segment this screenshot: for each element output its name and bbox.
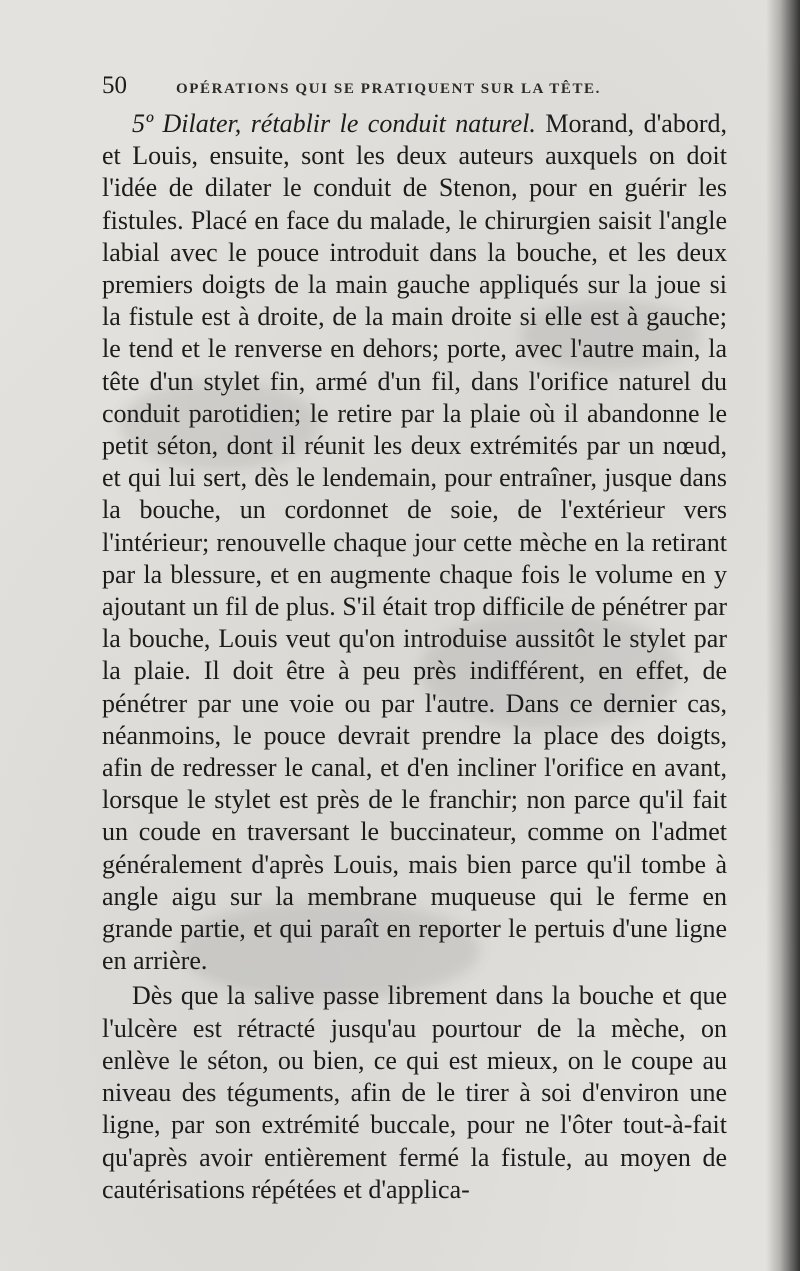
page-binding-shadow bbox=[766, 0, 800, 1271]
paragraph-text: Morand, d'abord, et Louis, ensuite, sont les deux auteurs auxquels on doit l'idée de dilater le conduit de Stenon, pour en guérir les fistules. Placé en face du malade, le chirurgien saisit l'angle labial avec le pouce introduit dans la bouche, et les deux premiers doigts de la main gauche appliqués sur la joue si la fistule est à droite, de la main droite si elle est à gauche; le tend et le renverse en dehors; porte, avec l'autre main, la tête d'un stylet fin, armé d'un fil, dans l'orifice naturel du conduit parotidien; le retire par la plaie où il abandonne le petit séton, dont il réunit les deux extrémités par un nœud, et qui lui sert, dès le lendemain, pour entraîner, jusque dans la bouche, un cordonnet de soie, de l'extérieur vers l'intérieur; renouvelle chaque jour cette mèche en la retirant par la blessure, et en augmente chaque fois le volume en y ajoutant un fil de plus. S'il était trop difficile de pénétrer par la bouche, Louis veut qu'on introduise aussitôt le stylet par la plaie. Il doit être à peu près indifférent, en effet, de pénétrer par une voie ou par l'autre. Dans ce dernier cas, néanmoins, le pouce devrait prendre la place des doigts, afin de redresser le canal, et d'en incliner l'orifice en avant, lorsque le stylet est près de le franchir; non parce qu'il fait un coude en traversant le buccinateur, comme on l'admet généralement d'après Louis, mais bien parce qu'il tombe à angle aigu sur la membrane muqueuse qui le ferme en grande partie, et qui paraît en reporter le pertuis d'une ligne en arrière. bbox=[102, 109, 727, 976]
paragraph bbox=[102, 108, 727, 977]
body-text bbox=[102, 108, 727, 1206]
paragraph-text: Dès que la salive passe librement dans la bouche et que l'ulcère est rétracté jusqu'au pourtour de la mèche, on enlève le séton, ou bien, ce qui est mieux, on le coupe au niveau des téguments, afin de le tirer à soi d'environ une ligne, par son extrémité buccale, pour ne l'ôter tout-à-fait qu'après avoir entièrement fermé la fistule, au moyen de cautérisations répétées et d'applica- bbox=[102, 981, 727, 1204]
running-head: OPÉRATIONS QUI SE PRATIQUENT SUR LA TÊTE. bbox=[176, 81, 601, 97]
section-lead: 5º Dilater, rétablir le conduit naturel. bbox=[132, 109, 536, 138]
page-header bbox=[102, 72, 702, 102]
paragraph bbox=[102, 980, 727, 1205]
page-number: 50 bbox=[102, 72, 127, 99]
